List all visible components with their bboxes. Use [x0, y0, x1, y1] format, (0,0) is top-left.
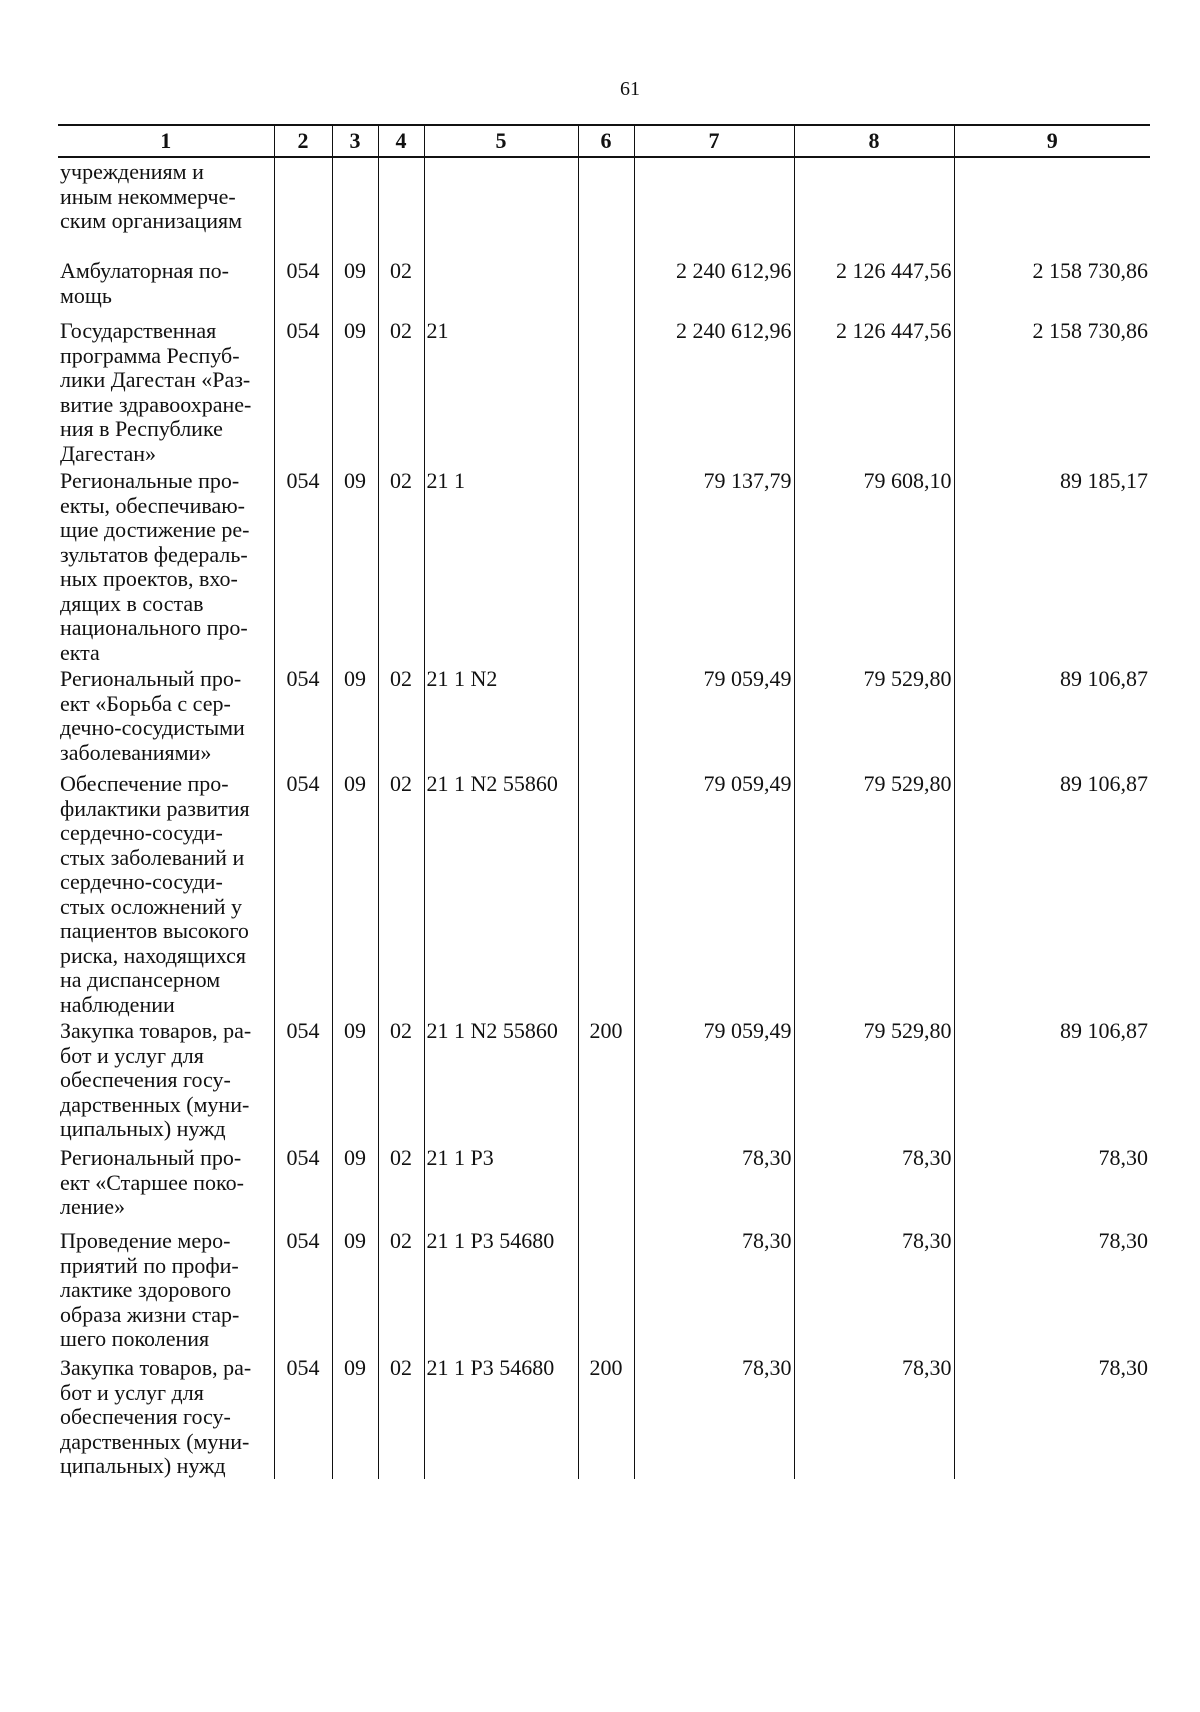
row-name-text: Региональный про- ект «Борьба с сер- дечно-сосудистыми заболеваниями»	[60, 666, 245, 765]
cell-col-8	[794, 1227, 954, 1354]
cell-col-8-text: 2 126 447,56	[836, 318, 952, 343]
cell-col-9	[954, 317, 1150, 467]
cell-col-3-text: 09	[344, 1145, 366, 1170]
cell-col-8-text: 78,30	[902, 1355, 952, 1380]
cell-col-6-text: 200	[589, 1355, 623, 1380]
cell-col-4	[378, 1354, 424, 1479]
column-header-9: 9	[954, 125, 1150, 157]
cell-col-4-text: 02	[390, 771, 412, 796]
cell-col-4-text: 02	[390, 1145, 412, 1170]
cell-col-5	[424, 317, 578, 467]
cell-col-7	[634, 1144, 794, 1227]
cell-col-3	[332, 1017, 378, 1144]
cell-col-9-text: 2 158 730,86	[1032, 258, 1148, 283]
cell-col-5-text: 21 1 P3 54680	[426, 1228, 555, 1253]
cell-col-8-text: 79 608,10	[863, 468, 952, 493]
cell-col-2-text: 054	[286, 666, 320, 691]
table-row	[58, 157, 1150, 257]
cell-col-9-text: 89 106,87	[1060, 666, 1148, 691]
cell-col-6	[578, 1227, 634, 1354]
cell-col-2-text: 054	[286, 1018, 320, 1043]
row-name	[58, 1017, 274, 1144]
cell-col-3	[332, 467, 378, 665]
cell-col-5	[424, 665, 578, 770]
cell-col-4	[378, 770, 424, 1017]
cell-col-3	[332, 770, 378, 1017]
cell-col-8	[794, 1144, 954, 1227]
cell-col-5-text: 21 1 N2	[426, 666, 498, 691]
cell-col-7-text: 79 059,49	[703, 771, 792, 796]
cell-col-2	[274, 467, 332, 665]
row-name	[58, 467, 274, 665]
cell-col-6	[578, 157, 634, 257]
cell-col-3	[332, 1144, 378, 1227]
cell-col-8	[794, 317, 954, 467]
cell-col-7-text: 2 240 612,96	[676, 318, 792, 343]
cell-col-5	[424, 157, 578, 257]
cell-col-7	[634, 257, 794, 317]
row-name	[58, 317, 274, 467]
row-name-text: Проведение меро- приятий по профи- лактике здорового образа жизни стар- шего поколения	[60, 1228, 240, 1351]
cell-col-7-text: 78,30	[742, 1145, 792, 1170]
cell-col-2-text: 054	[286, 1355, 320, 1380]
cell-col-3-text: 09	[344, 666, 366, 691]
cell-col-9-text: 78,30	[1098, 1228, 1148, 1253]
cell-col-5-text: 21	[426, 318, 449, 343]
cell-col-2-text: 054	[286, 258, 320, 283]
cell-col-7	[634, 317, 794, 467]
cell-col-8-text: 78,30	[902, 1145, 952, 1170]
row-name	[58, 1227, 274, 1354]
cell-col-8-text: 79 529,80	[863, 1018, 952, 1043]
cell-col-7-text: 78,30	[742, 1228, 792, 1253]
cell-col-9-text: 89 106,87	[1060, 1018, 1148, 1043]
cell-col-4	[378, 317, 424, 467]
cell-col-4	[378, 1017, 424, 1144]
column-header-4: 4	[378, 125, 424, 157]
cell-col-6	[578, 770, 634, 1017]
cell-col-8	[794, 1354, 954, 1479]
row-name	[58, 157, 274, 257]
cell-col-6	[578, 257, 634, 317]
cell-col-8-text: 79 529,80	[863, 771, 952, 796]
cell-col-7-text: 79 137,79	[703, 468, 792, 493]
cell-col-9	[954, 1017, 1150, 1144]
column-header-1: 1	[58, 125, 274, 157]
cell-col-8	[794, 665, 954, 770]
cell-col-3	[332, 257, 378, 317]
cell-col-7-text: 79 059,49	[703, 666, 792, 691]
cell-col-5	[424, 257, 578, 317]
cell-col-5-text: 21 1 P3	[426, 1145, 494, 1170]
cell-col-6	[578, 317, 634, 467]
cell-col-3	[332, 665, 378, 770]
row-name-text: учреждениям и иным некоммерче- ским организациям	[60, 159, 243, 233]
cell-col-7-text: 2 240 612,96	[676, 258, 792, 283]
table-row	[58, 317, 1150, 467]
cell-col-8	[794, 467, 954, 665]
table-row	[58, 1017, 1150, 1144]
cell-col-2	[274, 665, 332, 770]
cell-col-7	[634, 467, 794, 665]
column-header-3: 3	[332, 125, 378, 157]
row-name	[58, 1354, 274, 1479]
cell-col-2-text: 054	[286, 771, 320, 796]
table-row	[58, 770, 1150, 1017]
cell-col-5	[424, 770, 578, 1017]
row-name	[58, 770, 274, 1017]
table-row	[58, 1354, 1150, 1479]
cell-col-5	[424, 1227, 578, 1354]
cell-col-8	[794, 257, 954, 317]
cell-col-8-text: 78,30	[902, 1228, 952, 1253]
cell-col-6	[578, 665, 634, 770]
column-header-7: 7	[634, 125, 794, 157]
cell-col-2	[274, 770, 332, 1017]
row-name-text: Амбулаторная по- мощь	[60, 258, 229, 308]
cell-col-4-text: 02	[390, 666, 412, 691]
cell-col-8	[794, 770, 954, 1017]
row-name	[58, 665, 274, 770]
cell-col-5	[424, 1144, 578, 1227]
table-row	[58, 257, 1150, 317]
header-row	[58, 125, 1150, 157]
budget-table	[58, 124, 1150, 1479]
cell-col-3-text: 09	[344, 468, 366, 493]
cell-col-4	[378, 157, 424, 257]
cell-col-7-text: 79 059,49	[703, 1018, 792, 1043]
cell-col-5	[424, 1017, 578, 1144]
cell-col-2	[274, 1354, 332, 1479]
row-name-text: Закупка товаров, ра- бот и услуг для обеспечения госу- дарственных (муни- ципальных) нужд	[60, 1355, 252, 1478]
row-name-text: Региональные про- екты, обеспечиваю- щие достижение ре- зультатов федераль- ных проектов, вхо- дящих в состав национального про- екта	[60, 468, 250, 665]
cell-col-5-text: 21 1 N2 55860	[426, 1018, 558, 1043]
cell-col-6	[578, 1354, 634, 1479]
row-name-text: Государственная программа Респуб- лики Дагестан «Раз- витие здравоохране- ния в Республике Дагестан»	[60, 318, 252, 466]
cell-col-7	[634, 1227, 794, 1354]
cell-col-5-text: 21 1	[426, 468, 465, 493]
table-body	[58, 157, 1150, 1479]
cell-col-4-text: 02	[390, 1355, 412, 1380]
table-row	[58, 665, 1150, 770]
column-header-6: 6	[578, 125, 634, 157]
cell-col-9	[954, 157, 1150, 257]
column-header-5: 5	[424, 125, 578, 157]
cell-col-9	[954, 1144, 1150, 1227]
cell-col-5	[424, 467, 578, 665]
cell-col-2	[274, 1144, 332, 1227]
cell-col-5	[424, 1354, 578, 1479]
cell-col-4	[378, 665, 424, 770]
cell-col-3-text: 09	[344, 1228, 366, 1253]
cell-col-2-text: 054	[286, 468, 320, 493]
cell-col-3	[332, 1227, 378, 1354]
page-number: 61	[620, 78, 640, 100]
cell-col-9	[954, 1227, 1150, 1354]
cell-col-2-text: 054	[286, 1145, 320, 1170]
cell-col-7	[634, 665, 794, 770]
cell-col-4-text: 02	[390, 468, 412, 493]
row-name	[58, 257, 274, 317]
row-name	[58, 1144, 274, 1227]
cell-col-8	[794, 157, 954, 257]
table-row	[58, 467, 1150, 665]
row-name-text: Закупка товаров, ра- бот и услуг для обеспечения госу- дарственных (муни- ципальных) нужд	[60, 1018, 252, 1141]
cell-col-4	[378, 1144, 424, 1227]
cell-col-9-text: 2 158 730,86	[1032, 318, 1148, 343]
cell-col-5-text: 21 1 N2 55860	[426, 771, 558, 796]
cell-col-2	[274, 317, 332, 467]
column-header-2: 2	[274, 125, 332, 157]
row-name-text: Обеспечение про- филактики развития сердечно-сосуди- стых заболеваний и сердечно-сосуди- стых осложнений у пациентов высокого риска, находящихся на диспансерном наблюдении	[60, 771, 250, 1017]
cell-col-8-text: 79 529,80	[863, 666, 952, 691]
cell-col-3	[332, 317, 378, 467]
cell-col-3-text: 09	[344, 318, 366, 343]
cell-col-9	[954, 467, 1150, 665]
cell-col-9	[954, 257, 1150, 317]
cell-col-2	[274, 1227, 332, 1354]
cell-col-8-text: 2 126 447,56	[836, 258, 952, 283]
cell-col-4-text: 02	[390, 318, 412, 343]
cell-col-6	[578, 467, 634, 665]
cell-col-7	[634, 1017, 794, 1144]
cell-col-5-text: 21 1 P3 54680	[426, 1355, 555, 1380]
table-row	[58, 1227, 1150, 1354]
cell-col-6	[578, 1144, 634, 1227]
cell-col-7-text: 78,30	[742, 1355, 792, 1380]
cell-col-7	[634, 1354, 794, 1479]
cell-col-6-text: 200	[589, 1018, 623, 1043]
cell-col-3-text: 09	[344, 1355, 366, 1380]
cell-col-3	[332, 157, 378, 257]
cell-col-9-text: 89 185,17	[1060, 468, 1148, 493]
cell-col-4	[378, 1227, 424, 1354]
cell-col-4-text: 02	[390, 258, 412, 283]
cell-col-2	[274, 1017, 332, 1144]
cell-col-9-text: 78,30	[1098, 1145, 1148, 1170]
cell-col-2-text: 054	[286, 318, 320, 343]
table-row	[58, 1144, 1150, 1227]
cell-col-9	[954, 665, 1150, 770]
cell-col-7	[634, 157, 794, 257]
cell-col-4-text: 02	[390, 1018, 412, 1043]
cell-col-9-text: 89 106,87	[1060, 771, 1148, 796]
cell-col-6	[578, 1017, 634, 1144]
cell-col-2	[274, 157, 332, 257]
cell-col-7	[634, 770, 794, 1017]
cell-col-2	[274, 257, 332, 317]
cell-col-9	[954, 1354, 1150, 1479]
cell-col-3-text: 09	[344, 258, 366, 283]
cell-col-4	[378, 257, 424, 317]
cell-col-3	[332, 1354, 378, 1479]
row-name-text: Региональный про- ект «Старшее поко- ление»	[60, 1145, 244, 1219]
column-header-8: 8	[794, 125, 954, 157]
cell-col-9	[954, 770, 1150, 1017]
cell-col-3-text: 09	[344, 771, 366, 796]
cell-col-2-text: 054	[286, 1228, 320, 1253]
cell-col-3-text: 09	[344, 1018, 366, 1043]
cell-col-9-text: 78,30	[1098, 1355, 1148, 1380]
cell-col-8	[794, 1017, 954, 1144]
cell-col-4-text: 02	[390, 1228, 412, 1253]
cell-col-4	[378, 467, 424, 665]
